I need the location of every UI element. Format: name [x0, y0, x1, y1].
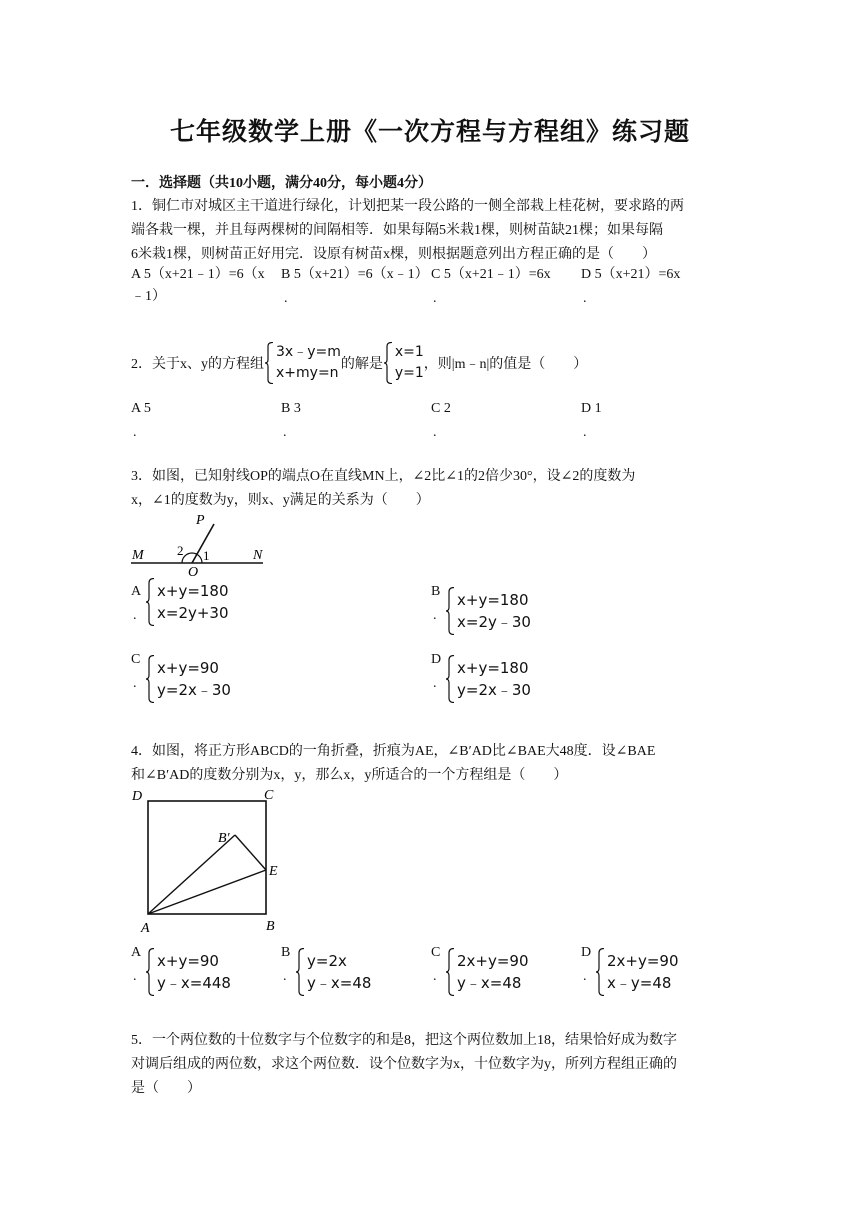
brace-icon [145, 655, 155, 703]
q4-d-eq-1: 2x+y=90 [607, 952, 679, 970]
q3-option-d-system [445, 655, 531, 703]
q2-option-d: D 1 [581, 401, 602, 416]
q4-option-b-system [295, 948, 371, 996]
q2-option-b-dot: . [283, 425, 287, 440]
label-o: O [188, 565, 199, 578]
brace-icon [445, 587, 455, 635]
q3-d-eq-1: x+y=180 [457, 659, 529, 677]
q2-stem-post: ，则|m﹣n|的值是（ ） [423, 357, 588, 372]
label-angle-2: 2 [177, 543, 184, 558]
q1-option-a: A 5（x+21﹣1）=6（x [131, 267, 265, 282]
label-d: D [132, 789, 143, 804]
brace-icon [145, 948, 155, 996]
q4-option-c-dot: . [433, 969, 437, 984]
q3-b-eq-2: x=2y﹣30 [457, 613, 531, 631]
q3-option-c-system [145, 655, 231, 703]
label-p: P [196, 513, 205, 528]
q4-option-d-label: D [581, 945, 592, 960]
q3-option-a-dot: . [133, 608, 137, 623]
fold-ab-prime [148, 835, 235, 914]
q3-b-eq-1: x+y=180 [457, 591, 529, 609]
brace-icon [295, 948, 305, 996]
q2-solution [383, 342, 424, 384]
q4-line-1: 4．如图，将正方形ABCD的一角折叠，折痕为AE，∠B′AD比∠BAE大48度．设∠BAE [131, 744, 656, 759]
q5-line-1: 5．一个两位数的十位数字与个位数字的和是8，把这个两位数加上18，结果恰好成为数字 [131, 1033, 677, 1048]
q2-sol-2: y=1 [394, 365, 424, 381]
q4-option-a-label: A [131, 945, 142, 960]
q1-option-b-dot: . [284, 291, 288, 306]
q1-option-c-dot: . [433, 291, 437, 306]
q3-option-b-label: B [431, 584, 441, 599]
q4-line-2: 和∠B′AD的度数分别为x，y，那么x，y所适合的一个方程组是（ ） [131, 768, 568, 783]
label-b: B [266, 919, 275, 934]
fold-b-prime-e [235, 835, 266, 870]
q3-line-1: 3．如图，已知射线OP的端点O在直线MN上，∠2比∠1的2倍少30°，设∠2的度数为 [131, 469, 636, 484]
q4-b-eq-2: y﹣x=48 [307, 974, 372, 992]
q4-b-eq-1: y=2x [307, 952, 347, 970]
q4-square-figure [126, 784, 286, 936]
brace-icon [264, 342, 274, 384]
q1-line-2: 端各栽一棵，并且每两棵树的间隔相等．如果每隔5米栽1棵，则树苗缺21棵；如果每隔 [131, 223, 663, 238]
q2-eq-2: x+my=n [276, 365, 339, 381]
q3-option-b-system [445, 587, 531, 635]
q2-system [264, 342, 341, 384]
brace-icon [445, 948, 455, 996]
q3-option-a-label: A [131, 584, 142, 599]
q4-option-a-dot: . [133, 969, 137, 984]
label-b-prime: B′ [218, 831, 230, 846]
q2-option-a-dot: . [133, 425, 137, 440]
page-title: 七年级数学上册《一次方程与方程组》练习题 [169, 117, 690, 146]
q2-sol-1: x=1 [394, 344, 424, 360]
q3-d-eq-2: y=2x﹣30 [457, 681, 531, 699]
brace-icon [145, 578, 155, 626]
q4-a-eq-1: x+y=90 [157, 952, 219, 970]
q2-option-c: C 2 [431, 401, 451, 416]
q1-option-d-dot: . [583, 291, 587, 306]
label-n: N [253, 548, 263, 563]
q2-stem-mid: 的解是 [340, 357, 383, 372]
q2-stem-pre: 2．关于x、y的方程组 [131, 357, 264, 372]
q4-option-b-dot: . [283, 969, 287, 984]
q1-option-d: D 5（x+21）=6x [581, 267, 681, 282]
label-a: A [141, 921, 150, 936]
q1-line-1: 1．铜仁市对城区主干道进行绿化，计划把某一段公路的一侧全部栽上桂花树，要求路的两 [131, 199, 684, 214]
q4-c-eq-1: 2x+y=90 [457, 952, 529, 970]
q3-option-b-dot: . [433, 608, 437, 623]
q2-option-d-dot: . [583, 425, 587, 440]
q3-a-eq-1: x+y=180 [157, 582, 229, 600]
q3-option-d-label: D [431, 652, 442, 667]
q3-c-eq-2: y=2x﹣30 [157, 681, 231, 699]
q4-option-d-dot: . [583, 969, 587, 984]
q3-angle-figure [128, 510, 268, 578]
q1-line-3: 6米栽1棵，则树苗正好用完．设原有树苗x棵，则根据题意列出方程正确的是（ ） [131, 247, 656, 262]
q4-option-c-system [445, 948, 529, 996]
q5-line-3: 是（ ） [131, 1081, 201, 1096]
brace-icon [595, 948, 605, 996]
q4-option-b-label: B [281, 945, 291, 960]
q3-option-d-dot: . [433, 676, 437, 691]
q3-option-c-label: C [131, 652, 141, 667]
q2-option-b: B 3 [281, 401, 301, 416]
q3-option-c-dot: . [133, 676, 137, 691]
q1-option-b: B 5（x+21）=6（x﹣1） [281, 267, 429, 282]
q4-option-a-system [145, 948, 231, 996]
label-angle-1: 1 [203, 548, 210, 563]
crease-ae [148, 870, 266, 914]
q3-line-2: x，∠1的度数为y，则x、y满足的关系为（ ） [131, 493, 430, 508]
brace-icon [383, 342, 393, 384]
label-e: E [269, 864, 278, 879]
label-c: C [264, 788, 274, 803]
q3-c-eq-1: x+y=90 [157, 659, 219, 677]
q2-stem [131, 338, 587, 388]
label-m: M [132, 548, 144, 563]
q4-option-c-label: C [431, 945, 441, 960]
q4-d-eq-2: x﹣y=48 [607, 974, 672, 992]
q3-a-eq-2: x=2y+30 [157, 604, 229, 622]
q3-option-a-system [145, 578, 229, 626]
q1-option-c: C 5（x+21﹣1）=6x [431, 267, 551, 282]
section-heading: 一．选择题（共10小题，满分40分，每小题4分） [131, 176, 432, 191]
q4-a-eq-2: y﹣x=448 [157, 974, 231, 992]
q1-option-a-cont: ﹣1） [131, 289, 166, 304]
brace-icon [445, 655, 455, 703]
q4-c-eq-2: y﹣x=48 [457, 974, 522, 992]
q5-line-2: 对调后组成的两位数，求这个两位数．设个位数字为x，十位数字为y，所列方程组正确的 [131, 1057, 677, 1072]
q2-option-c-dot: . [433, 425, 437, 440]
q4-option-d-system [595, 948, 679, 996]
q2-eq-1: 3x﹣y=m [276, 344, 341, 360]
q2-option-a: A 5 [131, 401, 151, 416]
